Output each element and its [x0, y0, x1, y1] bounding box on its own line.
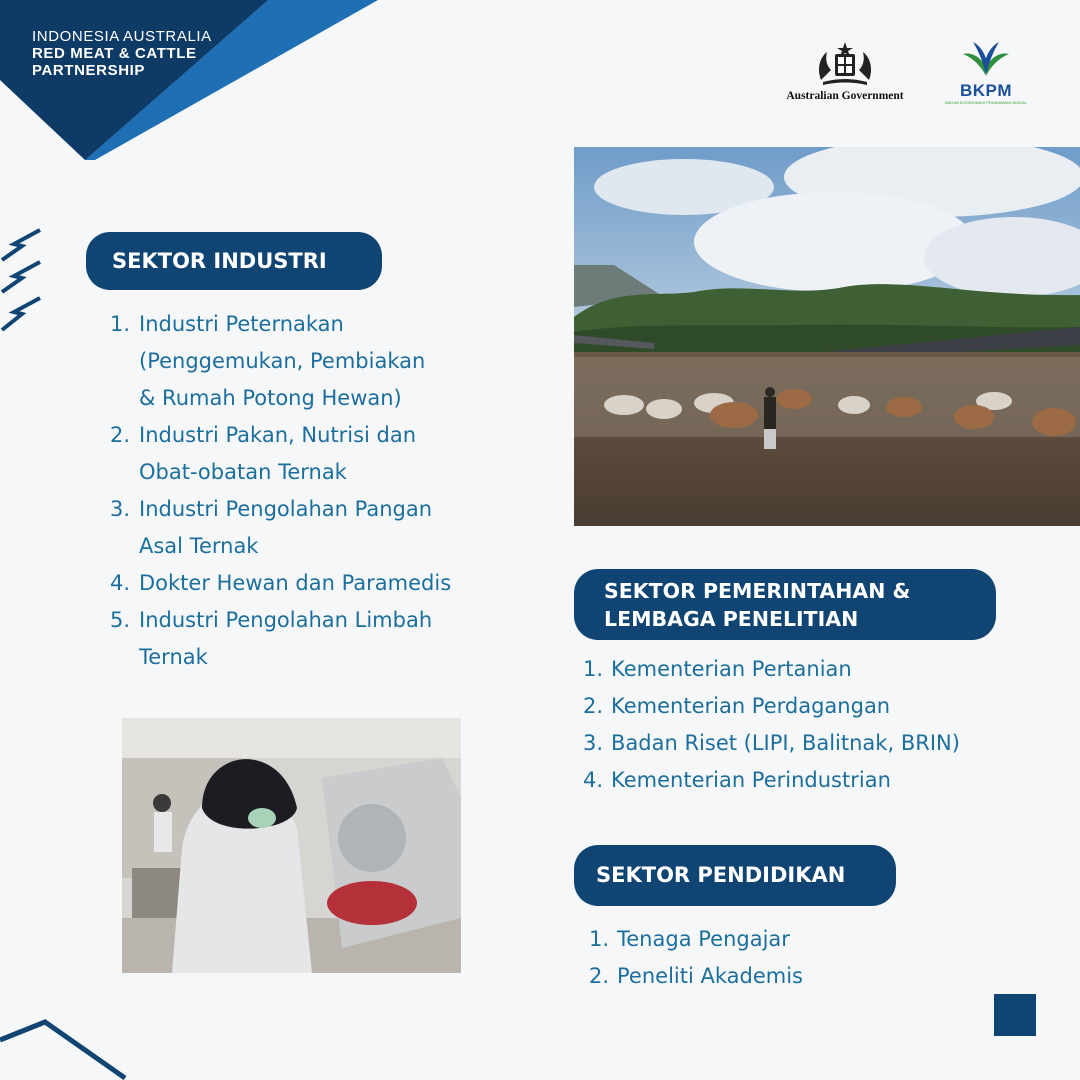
list-item-text: Badan Riset (LIPI, Balitnak, BRIN) — [611, 731, 960, 755]
list-item-text: Industri Peternakan — [139, 312, 344, 336]
partnership-line-2: RED MEAT & CATTLE — [32, 45, 197, 62]
list-item-text: Ternak — [139, 645, 208, 669]
square-decoration — [994, 994, 1036, 1036]
list-item-number: 4. — [110, 571, 131, 595]
partnership-line-1: INDONESIA AUSTRALIA — [32, 28, 212, 45]
list-item-number: 2. — [583, 694, 604, 718]
partnership-banner — [0, 0, 380, 165]
sektor-pemerintahan-list — [583, 651, 960, 799]
list-item-number: 2. — [110, 423, 131, 447]
sektor-pendidikan-heading: SEKTOR PENDIDIKAN — [574, 845, 896, 906]
sektor-industri-heading: SEKTOR INDUSTRI — [86, 232, 382, 290]
sektor-pendidikan-list — [589, 921, 803, 995]
list-item-number: 3. — [110, 497, 131, 521]
bkpm-logo-label: BKPM — [959, 81, 1013, 100]
list-item-text: Kementerian Perindustrian — [611, 768, 891, 792]
australian-government-logo — [783, 40, 907, 108]
list-item-text: (Penggemukan, Pembiakan — [139, 349, 426, 373]
meat-processing-photo — [122, 718, 461, 973]
bkpm-logo — [940, 40, 1032, 110]
list-item — [110, 417, 451, 491]
list-item-text: Obat-obatan Ternak — [139, 460, 347, 484]
list-item — [110, 565, 451, 602]
list-item-number: 1. — [583, 657, 604, 681]
list-item-text: Asal Ternak — [139, 534, 259, 558]
list-item-text: Industri Pengolahan Pangan — [139, 497, 433, 521]
list-item — [110, 306, 451, 417]
list-item-text: Industri Pakan, Nutrisi dan — [139, 423, 417, 447]
list-item-number: 5. — [110, 608, 131, 632]
sektor-pemerintahan-heading — [574, 569, 996, 640]
sektor-industri-list — [110, 306, 451, 676]
list-item-text: Dokter Hewan dan Paramedis — [139, 571, 452, 595]
list-item-text: Industri Pengolahan Limbah — [139, 608, 433, 632]
list-item — [589, 921, 803, 958]
list-item — [583, 725, 960, 762]
list-item-text: Kementerian Pertanian — [611, 657, 852, 681]
sektor-pemerintahan-title-line-2: LEMBAGA PENELITIAN — [604, 607, 859, 631]
list-item-text: & Rumah Potong Hewan) — [139, 386, 402, 410]
list-item-number: 1. — [110, 312, 131, 336]
gov-logo-label: Australian Government — [786, 90, 904, 102]
partnership-logo-text — [32, 28, 212, 79]
australian-coat-of-arms-icon — [813, 40, 877, 88]
list-item-number: 2. — [589, 964, 610, 988]
chevron-decoration-icon — [0, 1010, 130, 1080]
list-item — [589, 958, 803, 995]
list-item-number: 4. — [583, 768, 604, 792]
list-item — [110, 491, 451, 565]
bkpm-logo-sublabel: BADAN KOORDINASI PENANAMAN MODAL — [945, 100, 1027, 105]
cattle-farm-photo — [574, 147, 1080, 526]
sektor-pemerintahan-title-line-1: SEKTOR PEMERINTAHAN & — [604, 579, 911, 603]
partnership-line-3: PARTNERSHIP — [32, 62, 145, 79]
list-item — [583, 688, 960, 725]
list-item-text: Kementerian Perdagangan — [611, 694, 891, 718]
list-item — [583, 762, 960, 799]
list-item — [110, 602, 451, 676]
list-item-number: 1. — [589, 927, 610, 951]
bkpm-leaf-icon — [961, 40, 1011, 78]
list-item-number: 3. — [583, 731, 604, 755]
list-item-text: Peneliti Akademis — [617, 964, 803, 988]
zigzag-decoration-icon — [0, 222, 50, 337]
list-item-text: Tenaga Pengajar — [617, 927, 790, 951]
list-item — [583, 651, 960, 688]
